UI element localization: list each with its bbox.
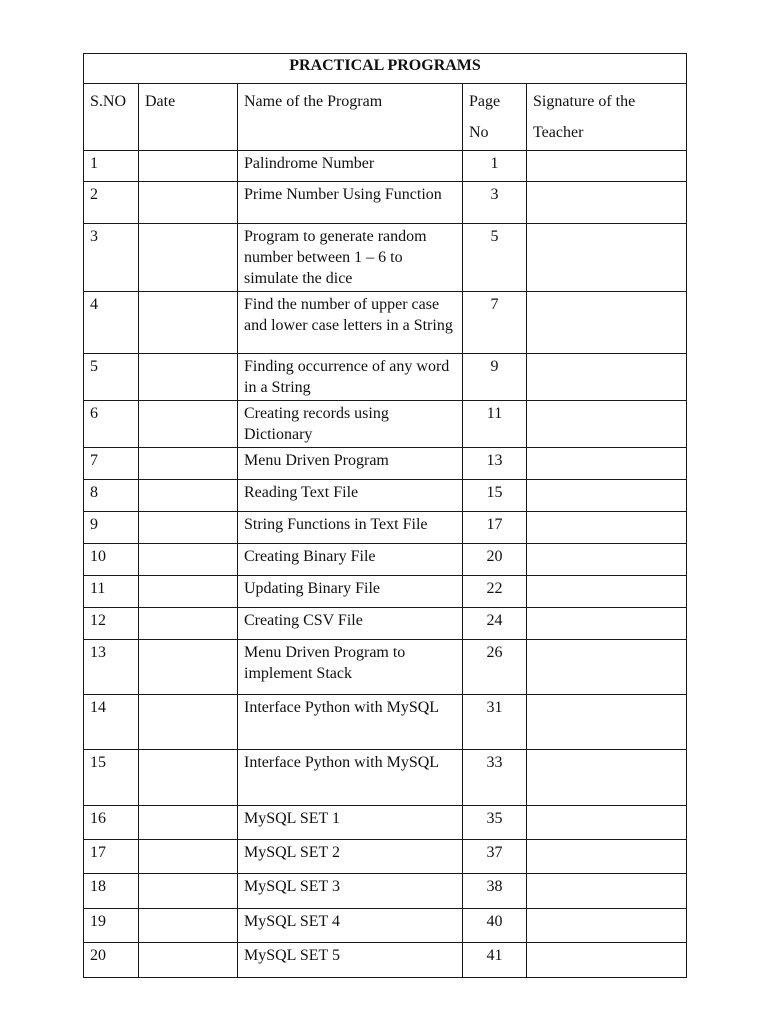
row-sno: 14 [84, 695, 139, 750]
row-sno: 1 [84, 151, 139, 182]
row-sno: 11 [84, 576, 139, 608]
row-signature [527, 909, 687, 943]
row-sno: 12 [84, 608, 139, 640]
row-sno: 5 [84, 354, 139, 401]
row-signature [527, 512, 687, 544]
row-signature [527, 448, 687, 480]
row-date [139, 480, 238, 512]
row-signature [527, 943, 687, 978]
row-signature [527, 874, 687, 909]
row-program-name: Interface Python with MySQL [238, 750, 463, 806]
table-row [84, 806, 687, 840]
row-program-name: Reading Text File [238, 480, 463, 512]
row-page-no: 7 [463, 292, 527, 354]
row-signature [527, 224, 687, 292]
row-page-no: 1 [463, 151, 527, 182]
row-sno: 8 [84, 480, 139, 512]
header-program-name: Name of the Program [238, 84, 463, 151]
row-page-no: 11 [463, 401, 527, 448]
row-page-no: 22 [463, 576, 527, 608]
header-signature-line1: Signature of the [533, 93, 636, 110]
row-signature [527, 608, 687, 640]
header-row [84, 84, 687, 151]
row-program-name: Creating Binary File [238, 544, 463, 576]
row-page-no: 41 [463, 943, 527, 978]
row-date [139, 151, 238, 182]
row-sno: 10 [84, 544, 139, 576]
table-row [84, 608, 687, 640]
row-date [139, 608, 238, 640]
row-signature [527, 480, 687, 512]
row-sno: 16 [84, 806, 139, 840]
table-row [84, 182, 687, 224]
row-date [139, 512, 238, 544]
table-row [84, 401, 687, 448]
table-row [84, 480, 687, 512]
row-date [139, 182, 238, 224]
table-row [84, 840, 687, 874]
table-row [84, 544, 687, 576]
row-program-name: Finding occurrence of any word in a String [238, 354, 463, 401]
row-program-name: Menu Driven Program to implement Stack [238, 640, 463, 695]
row-page-no: 38 [463, 874, 527, 909]
row-program-name: Palindrome Number [238, 151, 463, 182]
row-date [139, 292, 238, 354]
table-row [84, 292, 687, 354]
row-page-no: 20 [463, 544, 527, 576]
table-row [84, 695, 687, 750]
row-sno: 4 [84, 292, 139, 354]
row-signature [527, 695, 687, 750]
table-row [84, 943, 687, 978]
row-page-no: 33 [463, 750, 527, 806]
row-page-no: 37 [463, 840, 527, 874]
header-signature [527, 84, 687, 151]
table-row [84, 874, 687, 909]
row-program-name: Program to generate random number between 1 – 6 to simulate the dice [238, 224, 463, 292]
row-page-no: 9 [463, 354, 527, 401]
row-signature [527, 182, 687, 224]
row-sno: 6 [84, 401, 139, 448]
row-date [139, 750, 238, 806]
row-page-no: 15 [463, 480, 527, 512]
row-program-name: Find the number of upper case and lower case letters in a String [238, 292, 463, 354]
header-date: Date [139, 84, 238, 151]
row-sno: 20 [84, 943, 139, 978]
row-sno: 19 [84, 909, 139, 943]
row-program-name: MySQL SET 5 [238, 943, 463, 978]
table-row [84, 576, 687, 608]
row-date [139, 576, 238, 608]
row-program-name: MySQL SET 2 [238, 840, 463, 874]
row-page-no: 26 [463, 640, 527, 695]
row-sno: 3 [84, 224, 139, 292]
row-program-name: Creating CSV File [238, 608, 463, 640]
row-signature [527, 401, 687, 448]
row-signature [527, 544, 687, 576]
header-sno: S.NO [84, 84, 139, 151]
row-date [139, 695, 238, 750]
row-date [139, 544, 238, 576]
row-program-name: String Functions in Text File [238, 512, 463, 544]
table-row [84, 224, 687, 292]
row-page-no: 5 [463, 224, 527, 292]
row-page-no: 13 [463, 448, 527, 480]
row-program-name: Updating Binary File [238, 576, 463, 608]
header-signature-line2: Teacher [533, 124, 584, 141]
row-signature [527, 640, 687, 695]
table-row [84, 151, 687, 182]
header-page-no [463, 84, 527, 151]
table-title: PRACTICAL PROGRAMS [84, 54, 687, 84]
row-date [139, 909, 238, 943]
row-date [139, 354, 238, 401]
row-program-name: MySQL SET 3 [238, 874, 463, 909]
row-signature [527, 354, 687, 401]
row-program-name: MySQL SET 1 [238, 806, 463, 840]
row-date [139, 806, 238, 840]
table-row [84, 512, 687, 544]
row-program-name: Creating records using Dictionary [238, 401, 463, 448]
row-page-no: 17 [463, 512, 527, 544]
row-date [139, 640, 238, 695]
row-sno: 2 [84, 182, 139, 224]
row-signature [527, 806, 687, 840]
title-row [84, 54, 687, 84]
table-row [84, 448, 687, 480]
row-page-no: 35 [463, 806, 527, 840]
row-sno: 9 [84, 512, 139, 544]
row-signature [527, 840, 687, 874]
row-sno: 13 [84, 640, 139, 695]
row-date [139, 224, 238, 292]
row-signature [527, 151, 687, 182]
row-page-no: 40 [463, 909, 527, 943]
row-signature [527, 750, 687, 806]
row-date [139, 943, 238, 978]
row-date [139, 448, 238, 480]
row-signature [527, 576, 687, 608]
row-program-name: Interface Python with MySQL [238, 695, 463, 750]
row-program-name: MySQL SET 4 [238, 909, 463, 943]
header-page-line2: No [469, 124, 489, 141]
table-row [84, 750, 687, 806]
row-program-name: Prime Number Using Function [238, 182, 463, 224]
header-page-line1: Page [469, 93, 501, 110]
row-sno: 17 [84, 840, 139, 874]
row-page-no: 31 [463, 695, 527, 750]
row-date [139, 874, 238, 909]
row-sno: 7 [84, 448, 139, 480]
row-program-name: Menu Driven Program [238, 448, 463, 480]
row-date [139, 840, 238, 874]
row-page-no: 24 [463, 608, 527, 640]
table-row [84, 354, 687, 401]
row-signature [527, 292, 687, 354]
row-sno: 18 [84, 874, 139, 909]
table-body [84, 151, 687, 978]
row-date [139, 401, 238, 448]
table-row [84, 640, 687, 695]
row-sno: 15 [84, 750, 139, 806]
practical-programs-table [83, 53, 687, 978]
table-row [84, 909, 687, 943]
row-page-no: 3 [463, 182, 527, 224]
